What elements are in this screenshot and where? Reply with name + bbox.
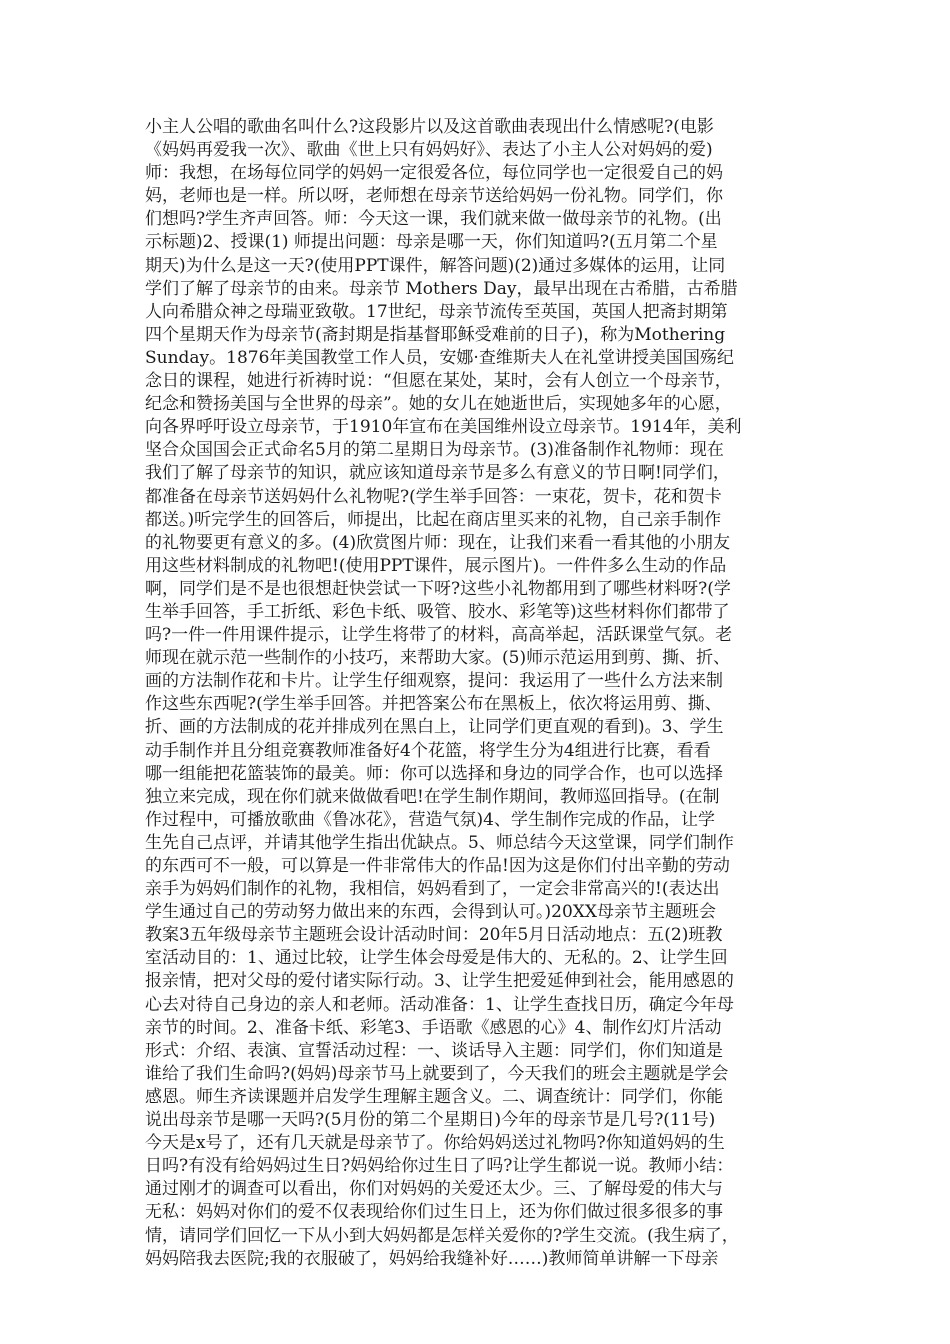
text-line: 动手制作并且分组竞赛教师准备好4个花篮，将学生分为4组进行比赛，看看 [145,740,711,761]
text-line: 今天是x号了，还有几天就是母亲节了。你给妈妈送过礼物吗?你知道妈妈的生 [145,1133,725,1154]
text-line: 的礼物要更有意义的多。(4)欣赏图片师：现在，让我们来看一看其他的小朋友 [145,532,731,553]
text-line: 亲手为妈妈们制作的礼物，我相信，妈妈看到了，一定会非常高兴的!(表达出 [145,879,720,900]
text-line: 独立来完成，现在你们就来做做看吧!在学生制作期间，教师巡回指导。(在制 [145,786,720,807]
text-line: 学们了解了母亲节的由来。母亲节 Mothers Day，最早出现在古希腊，古希腊 [145,278,738,299]
text-line: 哪一组能把花篮装饰的最美。师：你可以选择和身边的同学合作，也可以选择 [145,763,723,784]
text-line: 们想吗?学生齐声回答。师：今天这一课，我们就来做一做母亲节的礼物。(出 [145,209,722,230]
text-line: 妈妈陪我去医院;我的衣服破了，妈妈给我缝补好……)教师简单讲解一下母亲 [145,1248,719,1269]
text-line: 人向希腊众神之母瑞亚致敬。17世纪，母亲节流传至英国，英国人把斋封期第 [145,301,728,322]
text-line: 日吗?有没有给妈妈过生日?妈妈给你过生日了吗?让学生都说一说。教师小结： [145,1156,734,1177]
text-line: 报亲情，把对父母的爱付诸实际行动。3、让学生把爱延伸到社会，能用感恩的 [145,971,734,992]
text-line: 小主人公唱的歌曲名叫什么?这段影片以及这首歌曲表现出什么情感呢?(电影 [145,117,714,137]
text-line: 情，请同学们回忆一下从小到大妈妈都是怎样关爱你的?学生交流。(我生病了， [145,1225,739,1246]
text-line: Sunday。1876年美国教堂工作人员，安娜·查维斯夫人在礼堂讲授美国国殇纪 [145,347,734,368]
text-line: 折、画的方法制成的花并排成列在黑白上，让同学们更直观的看到)。3、学生 [145,717,724,738]
text-line: 示标题)2、授课(1) 师提出问题：母亲是哪一天，你们知道吗?(五月第二个星 [145,232,718,253]
text-line: 画的方法制作花和卡片。让学生仔细观察，提问：我运用了一些什么方法来制 [145,671,723,692]
text-line: 纪念和赞扬美国与全世界的母亲”。她的女儿在她逝世后，实现她多年的心愿， [145,394,732,415]
text-line: 学生通过自己的劳动努力做出来的东西，会得到认可。)20XX母亲节主题班会 [145,902,716,923]
text-line: 都准备在母亲节送妈妈什么礼物呢?(学生举手回答：一束花，贺卡，花和贺卡 [145,486,722,507]
text-line: 无私：妈妈对你们的爱不仅表现给你们过生日上，还为你们做过很多很多的事 [145,1202,723,1223]
text-line: 说出母亲节是哪一天吗?(5月份的第二个星期日)今年的母亲节是几号?(11号) [145,1110,716,1131]
text-line: 向各界呼吁设立母亲节，于1910年宣布在美国维州设立母亲节。1914年，美利 [145,417,742,438]
text-line: 生先自己点评，并请其他学生指出优缺点。5、师总结今天这堂课，同学们制作 [145,832,734,853]
text-line: 用这些材料制成的礼物吧!(使用PPT课件，展示图片)。一件件多么生动的作品 [145,555,727,576]
text-line: 妈，老师也是一样。所以呀，老师想在母亲节送给妈妈一份礼物。同学们，你 [145,186,723,207]
text-line: 四个星期天作为母亲节(斋封期是指基督耶稣受难前的日子)，称为Mothering [145,324,726,345]
text-line: 我们了解了母亲节的知识，就应该知道母亲节是多么有意义的节日啊!同学们， [145,463,730,484]
text-line: 期天)为什么是这一天?(使用PPT课件，解答问题)(2)通过多媒体的运用，让同 [145,255,726,276]
text-line: 念日的课程，她进行祈祷时说：“但愿在某处，某时，会有人创立一个母亲节， [145,371,732,392]
text-line: 通过刚才的调查可以看出，你们对妈妈的关爱还太少。三、了解母爱的伟大与 [145,1179,723,1200]
text-line: 啊，同学们是不是也很想赶快尝试一下呀?这些小礼物都用到了哪些材料呀?(学 [145,578,731,599]
text-line: 亲节的时间。2、准备卡纸、彩笔3、手语歌《感恩的心》4、制作幻灯片活动 [145,1017,722,1038]
text-line: 师：我想，在场每位同学的妈妈一定很爱各位，每位同学也一定很爱自己的妈 [145,163,723,184]
text-line: 形式：介绍、表演、宣誓活动过程：一、谈话导入主题：同学们，你们知道是 [145,1040,723,1061]
text-line: 师现在就示范一些制作的小技巧，来帮助大家。(5)师示范运用到剪、撕、折、 [145,648,731,669]
text-line: 谁给了我们生命吗?(妈妈)母亲节马上就要到了，今天我们的班会主题就是学会 [145,1063,729,1084]
text-line: 感恩。师生齐读课题并启发学生理解主题含义。二、调查统计：同学们，你能 [145,1086,723,1107]
text-line: 心去对待自己身边的亲人和老师。活动准备：1、让学生查找日历，确定今年母 [145,994,734,1015]
text-line: 生举手回答，手工折纸、彩色卡纸、吸管、胶水、彩笔等)这些材料你们都带了 [145,601,730,622]
text-line: 室活动目的：1、通过比较，让学生体会母爱是伟大的、无私的。2、让学生回 [145,948,728,969]
text-line: 《妈妈再爱我一次》、歌曲《世上只有妈妈好》、表达了小主人公对妈妈的爱) [145,140,713,161]
text-line: 教案3五年级母亲节主题班会设计活动时间：20年5月日活动地点：五(2)班教 [145,925,723,946]
text-line: 的东西可不一般，可以算是一件非常伟大的作品!因为这是你们付出辛勤的劳动 [145,856,730,876]
text-line: 作过程中，可播放歌曲《鲁冰花》，营造气氛)4、学生制作完成的作品，让学 [145,809,715,830]
text-line: 坚合众国国会正式命名5月的第二星期日为母亲节。(3)准备制作礼物师：现在 [145,440,724,461]
document-body-text [145,116,810,1271]
text-line: 吗?一件一件用课件提示，让学生将带了的材料，高高举起，活跃课堂气氛。老 [145,625,733,646]
text-line: 都送。)听完学生的回答后，师提出，比起在商店里买来的礼物，自己亲手制作 [145,509,722,530]
text-line: 作这些东西呢?(学生举手回答。并把答案公布在黑板上，依次将运用剪、撕、 [145,694,722,715]
